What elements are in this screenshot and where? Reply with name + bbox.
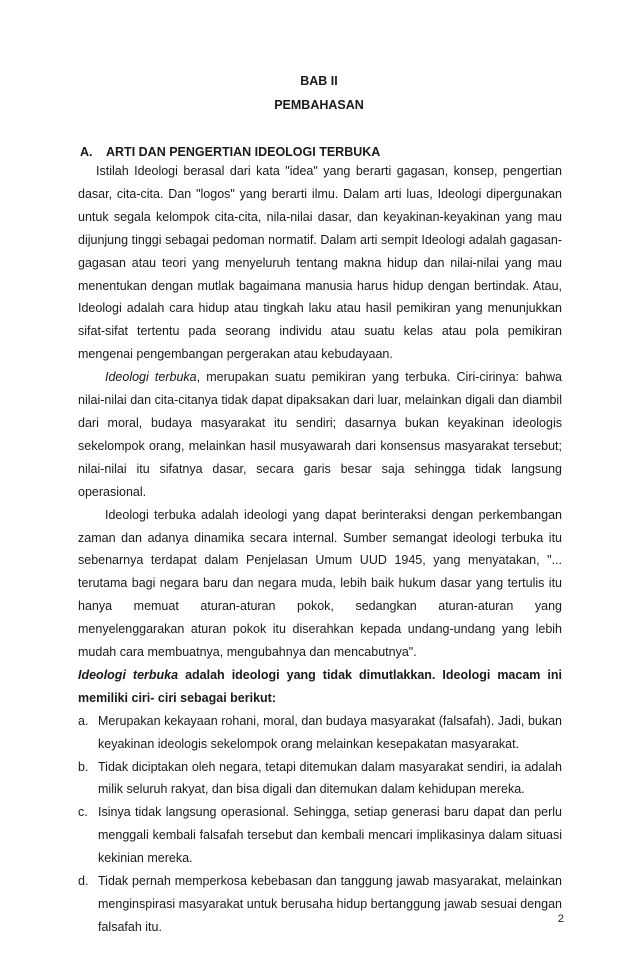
chapter-heading: BAB II [300, 74, 338, 88]
list-marker: b. [78, 759, 89, 774]
section-title: ARTI DAN PENGERTIAN IDEOLOGI TERBUKA [106, 145, 381, 159]
section-heading [80, 145, 380, 159]
paragraph-ideologi-definition: Istilah Ideologi berasal dari kata "idea" yang berarti gagasan, konsep, pengertian dasar, cita-cita. Dan "logos" yang berarti ilmu. Dalam arti luas, Ideologi dipergunakan untuk segala kelompok cita-cita, nila-nilai dasar, dan keyakinan-keyakinan yang mau dijunjung tinggi sebagai pedoman normatif. Dalam arti sempit Ideologi adalah gagasan-gagasan atau teori yang menyeluruh tentang makna hidup dan nilai-nilai yang mau menentukan dengan mutlak bagaimana manusia harus hidup dengan bertindak. Atau, Ideologi adalah cara hidup atau tingkah laku atau hasil pemikiran yang menunjukkan sifat-sifat tertentu pada seorang individu atau suatu kelas atau pola pemikiran mengenai pengembangan pergerakan atau kebudayaan. [78, 164, 562, 362]
page-number: 2 [557, 913, 564, 925]
list-marker: d. [78, 874, 89, 889]
list-item [78, 710, 562, 756]
paragraph-ciri-ciri-intro-text: adalah ideologi yang tidak dimutlakkan. Ideologi macam ini memiliki ciri- ciri sebagai berikut: [78, 667, 562, 705]
chapter-title: PEMBAHASAN [274, 98, 364, 112]
ciri-ciri-list [78, 710, 562, 939]
term-ideologi-terbuka: Ideologi terbuka [105, 370, 197, 385]
paragraph-ideologi-terbuka [78, 366, 562, 503]
list-item-text: Tidak pernah memperkosa kebebasan dan tanggung jawab masyarakat, melainkan menginspirasi masyarakat untuk berusaha hidup bertanggung jawab sesuai dengan falsafah itu. [98, 874, 562, 934]
list-item-text: Isinya tidak langsung operasional. Sehingga, setiap generasi baru dapat dan perlu menggali kembali falsafah tersebut dan kembali mencari implikasinya dalam situasi kekinian mereka. [98, 805, 562, 866]
list-marker: c. [78, 805, 88, 820]
list-item [78, 801, 562, 870]
section-letter: A. [80, 145, 93, 159]
list-item-text: Tidak diciptakan oleh negara, tetapi ditemukan dalam masyarakat sendiri, ia adalah milik seluruh rakyat, dan bisa digali dan ditemukan dalam kehidupan mereka. [98, 759, 562, 797]
term-ideologi-terbuka-bold: Ideologi terbuka [78, 667, 179, 682]
paragraph-uud-1945: Ideologi terbuka adalah ideologi yang dapat berinteraksi dengan perkembangan zaman dan adanya dinamika secara internal. Sumber semangat ideologi terbuka itu sebenarnya terdapat dalam Penjelasan Umum UUD 1945, yang menyatakan, "... terutama bagi negara baru dan negara muda, lebih baik hukum dasar yang tertulis itu hanya memuat aturan-aturan pokok, sedangkan aturan-aturan yang menyelenggarakan aturan pokok itu diserahkan kepada undang-undang yang lebih mudah cara membuatnya, mengubahnya dan mencabutnya". [78, 507, 562, 660]
paragraph-ideologi-terbuka-text: , merupakan suatu pemikiran yang terbuka. Ciri-cirinya: bahwa nilai-nilai dan cita-citanya tidak dapat dipaksakan dari luar, melainkan digali dan diambil dari moral, budaya masyarakat itu sendiri; dasarnya bukan keyakinan ideologis sekelompok orang, melainkan hasil musyawarah dari konsensus masyarakat tersebut; nilai-nilai itu sifatnya dasar, secara garis besar saja sehingga tidak langsung operasional. [78, 370, 562, 499]
body-text [78, 160, 562, 939]
list-item-text: Merupakan kekayaan rohani, moral, dan budaya masyarakat (falsafah). Jadi, bukan keyakinan ideologis sekelompok orang melainkan kesepakatan masyarakat. [98, 713, 562, 751]
list-item [78, 756, 562, 802]
list-marker: a. [78, 713, 89, 728]
paragraph-ciri-ciri-intro [78, 664, 562, 710]
list-item [78, 870, 562, 939]
